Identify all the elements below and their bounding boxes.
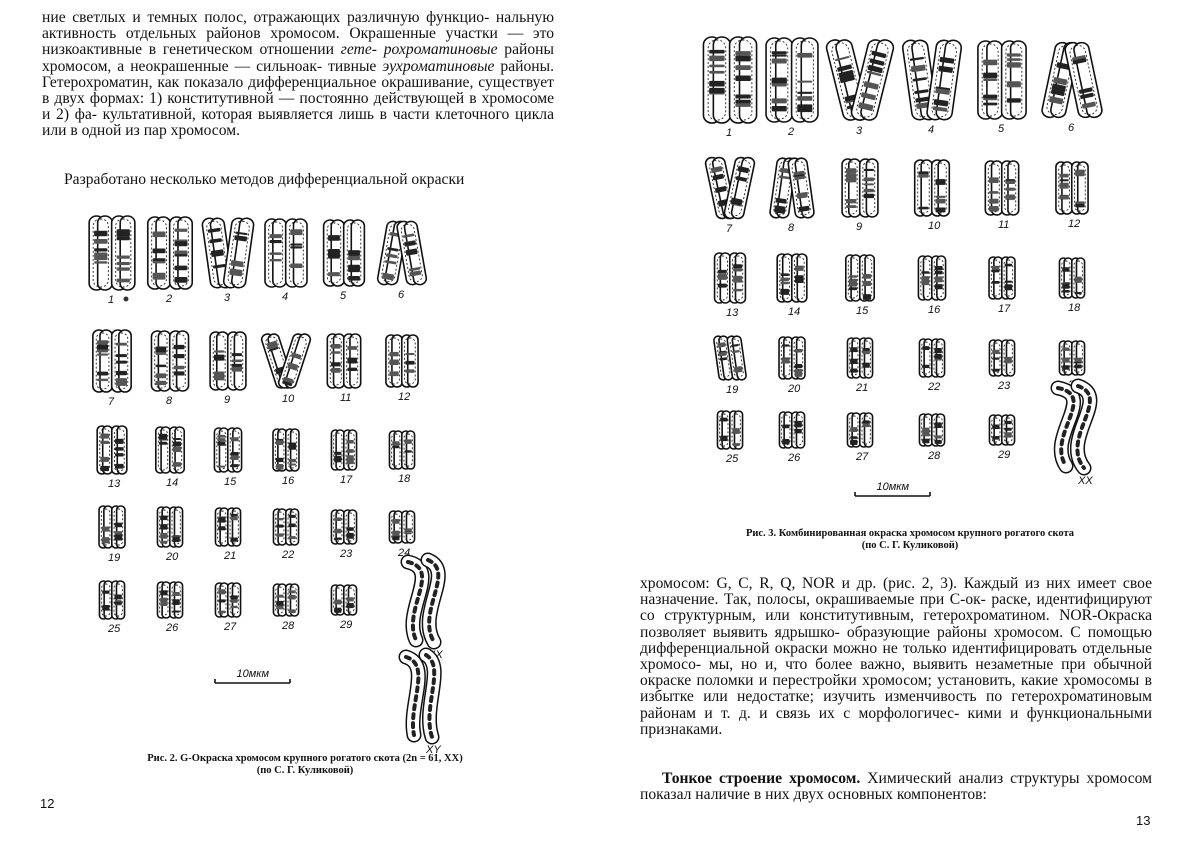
chromosome-pair-19 — [99, 506, 125, 564]
chromosome-label-xx: XX — [1078, 475, 1093, 487]
chromosome-label-29: 29 — [340, 619, 353, 631]
chromosome-pair-20 — [157, 507, 182, 563]
chromosome-pair-29 — [331, 585, 356, 631]
chromosome-label-13: 13 — [726, 307, 739, 319]
chromosome-pair-11 — [985, 161, 1018, 231]
chromosome-label-21: 21 — [224, 550, 237, 562]
chromosome-pair-5 — [324, 220, 365, 302]
chromosome-label-10: 10 — [928, 220, 941, 232]
chromosome-pair-2 — [766, 38, 818, 138]
chromosome-label-5: 5 — [998, 123, 1005, 135]
chromosome-label-xy: XY — [426, 744, 441, 756]
chromosome-label-24: 24 — [398, 547, 411, 559]
chromosome-label-12: 12 — [1068, 218, 1081, 230]
chromosome-label-25: 25 — [108, 623, 121, 635]
section-text-fine-structure: Химический анализ структуры хромосом показал наличие в них двух основных компонентов: — [640, 770, 1152, 804]
chromosome-label-29: 29 — [998, 449, 1011, 461]
chromosome-pair-23 — [331, 510, 356, 560]
chromosome-pair-13 — [97, 426, 127, 490]
chromosome-label-6: 6 — [398, 289, 405, 301]
chromosome-label-19: 19 — [108, 552, 121, 564]
chromosome-pair-14 — [777, 254, 807, 318]
chromosome-pair-11 — [327, 334, 360, 404]
figure-caption-3 — [660, 528, 1160, 552]
chromosome-label-xx: XX — [428, 649, 443, 661]
chromosome-pair-6 — [1041, 41, 1103, 134]
chromosome-pair-24 — [389, 511, 414, 559]
chromosome-label-25: 25 — [726, 453, 739, 465]
figure-caption-2 — [60, 753, 550, 777]
chromosome-label-15: 15 — [224, 476, 237, 488]
chromosome-label-4: 4 — [928, 124, 935, 136]
chromosome-label-11: 11 — [340, 392, 352, 404]
chromosome-label-11: 11 — [998, 219, 1010, 231]
chromosome-label-16: 16 — [928, 304, 941, 316]
chromosome-label-8: 8 — [788, 222, 795, 234]
chromosome-label-2: 2 — [166, 293, 173, 305]
chromosome-label-3: 3 — [856, 125, 863, 137]
chromosome-pair-28 — [919, 414, 944, 462]
chromosome-pair-12 — [386, 335, 418, 403]
chromosome-pair-2 — [148, 217, 192, 305]
chromosome-pair-8 — [151, 331, 188, 407]
chromosome-label-27: 27 — [856, 451, 869, 463]
chromosome-pair-27 — [847, 413, 872, 463]
chromosome-label-27: 27 — [224, 621, 237, 633]
chromosome-pair-21 — [215, 508, 240, 562]
chromosome-label-28: 28 — [928, 450, 941, 462]
chromosome-label-17: 17 — [340, 474, 353, 486]
left-text-intro: Разработано несколько методов дифференциальной окраски — [64, 171, 465, 188]
chromosome-pair-9 — [210, 332, 246, 406]
chromosome-pair-4 — [265, 219, 307, 303]
chromosome-label-14: 14 — [166, 477, 179, 489]
chromosome-label-26: 26 — [166, 622, 179, 634]
chromosome-pair-xx — [408, 560, 443, 661]
chromosome-pair-10 — [915, 160, 950, 232]
chromosome-pair-15 — [846, 255, 874, 317]
chromosome-label-15: 15 — [856, 305, 869, 317]
chromosome-pair-25 — [99, 581, 124, 635]
chromosome-label-22: 22 — [282, 549, 295, 561]
chromosome-pair-28 — [273, 584, 298, 632]
scale-bar-right — [855, 481, 930, 496]
chromosome-pair-17 — [331, 430, 356, 486]
chromosome-label-16: 16 — [282, 475, 295, 487]
chromosome-label-1: 1 — [726, 127, 733, 139]
chromosome-pair-19 — [713, 336, 746, 396]
chromosome-label-7: 7 — [726, 223, 733, 235]
chromosome-pair-23 — [989, 340, 1014, 392]
section-heading-fine-structure: Тонкое строение хромосом. — [662, 770, 861, 787]
chromosome-label-10: 10 — [282, 393, 295, 405]
chromosome-pair-13 — [715, 253, 746, 319]
page-number-left: 12 — [40, 796, 55, 811]
chromosome-label-7: 7 — [108, 396, 115, 408]
chromosome-label-12: 12 — [398, 391, 411, 403]
right-text-body: хромосом: G, C, R, Q, NOR и др. (рис. 2, 3). Каждый из них имеет свое назначение. Так, полосы, окрашиваемые при C-ок- раске, идентифицируют со структурным, или конститутивным, гетерохроматином. NOR-Окраска позволяет выявить ядрышко- образующие районы хромосом. С помощью дифференциальной окраски можно не только идентифицировать отдельные хромосо- мы, но и, что более важно, выявить незаметные при обычной окраске поломки и перестройки хромосом; установить, какие хромосомы в избытке или недостатке; изучить изменчивость по гетерохроматиновым районам и т. д. и связь их с морфологичес- кими и функциональными признаками. — [640, 575, 1152, 738]
chromosome-label-8: 8 — [166, 395, 173, 407]
chromosome-label-18: 18 — [1068, 302, 1081, 314]
chromosome-label-5: 5 — [340, 290, 347, 302]
chromosome-label-2: 2 — [788, 126, 795, 138]
chromosome-pair-4 — [902, 39, 962, 136]
karyotype-figure-combined-staining — [700, 28, 1120, 518]
chromosome-label-18: 18 — [398, 473, 411, 485]
chromosome-pair-25 — [717, 411, 742, 465]
chromosome-label-13: 13 — [108, 478, 121, 490]
scale-bar-label: 10мкм — [876, 481, 910, 493]
chromosome-pair-26 — [157, 582, 182, 634]
chromosome-pair-15 — [214, 428, 241, 488]
chromosome-pair-16 — [918, 256, 945, 316]
left-text-top: ние светлых и темных полос, отражающих различную функцио- нальную активность отдельных районов хромосом. Окрашенные участки — это низкоактивные в генетическом отношении гете- рохроматиновые районы хромосом, а неокрашенные — сильноак- тивные эухроматиновые районы. Гетерохроматин, как показало дифференциальное окрашивание, существует в двух формах: 1) конститутивной — постоянно действующей в хромосоме и 2) фа- культативной, которая выявляется лишь в части клеточного цикла или в одной из пар хромосом. — [42, 9, 554, 140]
chromosome-pair-20 — [779, 337, 805, 395]
chromosome-pair-12 — [1056, 162, 1088, 230]
chromosome-pair-21 — [847, 338, 872, 394]
chromosome-pair-7 — [93, 330, 131, 408]
chromosome-pair-10 — [260, 333, 311, 405]
chromosome-label-4: 4 — [282, 291, 289, 303]
page-number-right: 13 — [1136, 813, 1151, 828]
chromosome-pair-27 — [215, 583, 240, 633]
karyotype-figure-g-banding — [70, 205, 470, 756]
figure-caption-3-line1: Рис. 3. Комбинированная окраска хромосом крупного рогатого скота — [745, 528, 1075, 539]
chromosome-pair-29 — [989, 415, 1014, 461]
chromosome-label-19: 19 — [726, 384, 739, 396]
chromosome-pair-1 — [703, 37, 756, 139]
chromosome-pair-22 — [273, 509, 298, 561]
chromosome-label-24: 24 — [1068, 379, 1081, 391]
chromosome-pair-8 — [769, 157, 814, 234]
chromosome-label-20: 20 — [166, 551, 179, 563]
chromosome-pair-1 — [89, 216, 135, 306]
chromosome-pair-22 — [919, 339, 944, 393]
right-text-section — [640, 771, 1152, 803]
chromosome-label-9: 9 — [224, 394, 231, 406]
chromosome-label-26: 26 — [788, 452, 801, 464]
right-page — [600, 0, 1200, 861]
chromosome-pair-17 — [989, 257, 1015, 315]
chromosome-pair-26 — [779, 412, 804, 464]
chromosome-pair-3 — [202, 217, 255, 304]
chromosome-pair-5 — [978, 41, 1026, 135]
chromosome-label-6: 6 — [1068, 122, 1075, 134]
chromosome-label-23: 23 — [998, 380, 1011, 392]
figure-caption-3-line2: (по С. Г. Куликовой) — [861, 540, 959, 551]
chromosome-label-17: 17 — [998, 303, 1011, 315]
chromosome-label-14: 14 — [788, 306, 801, 318]
chromosome-label-22: 22 — [928, 381, 941, 393]
chromosome-pair-6 — [377, 220, 427, 301]
chromosome-pair-3 — [825, 38, 895, 137]
chromosome-pair-18 — [389, 431, 414, 485]
chromosome-label-23: 23 — [340, 548, 353, 560]
chromosome-pair-14 — [156, 427, 184, 489]
chromosome-pair-7 — [705, 156, 756, 235]
figure-caption-2-line2: (по С. Г. Куликовой) — [256, 765, 354, 776]
chromosome-pair-xx — [1058, 386, 1093, 487]
figure-caption-2-line1: Рис. 2. G-Окраска хромосом крупного рогатого скота (2n = 61, XX) — [147, 753, 463, 764]
chromosome-pair-18 — [1059, 258, 1084, 314]
scale-bar-label: 10мкм — [236, 668, 270, 680]
chromosome-label-9: 9 — [856, 221, 863, 233]
chromosome-label-20: 20 — [788, 383, 801, 395]
chromosome-pair-16 — [273, 429, 299, 487]
chromosome-label-21: 21 — [856, 382, 869, 394]
scale-bar-left — [215, 668, 290, 683]
chromosome-label-3: 3 — [224, 292, 231, 304]
chromosome-pair-9 — [842, 159, 878, 233]
centromere-marker — [124, 297, 129, 302]
chromosome-label-1: 1 — [108, 294, 115, 306]
chromosome-pair-xy — [406, 655, 441, 756]
chromosome-label-28: 28 — [282, 620, 295, 632]
